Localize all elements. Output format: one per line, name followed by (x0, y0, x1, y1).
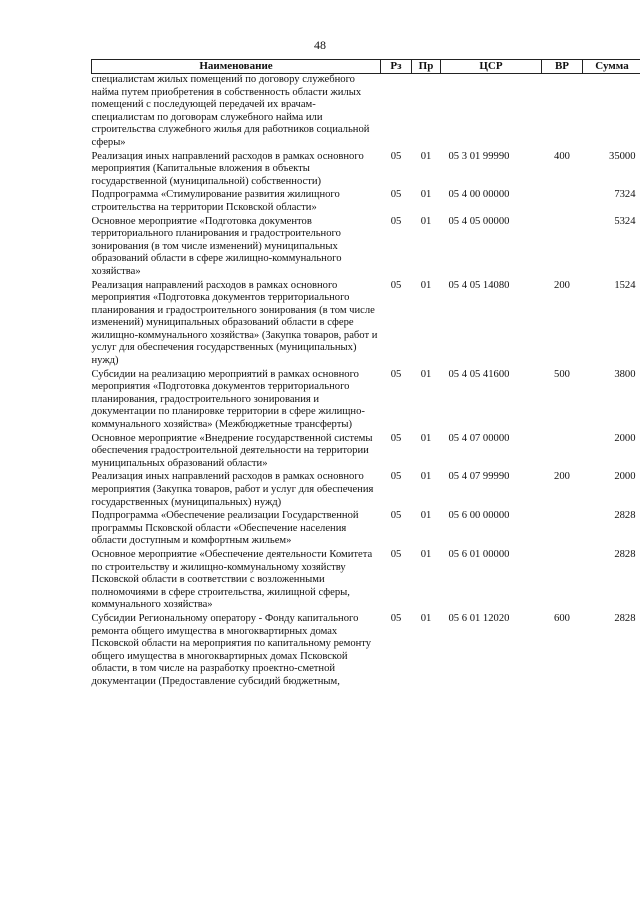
cell-vr: 400 (554, 150, 570, 162)
cell-name: Основное мероприятие «Обеспечение деятельности Комитета по строительству и жилищно-коммунальному хозяйству Псковской области в соответствии с возложенными полномочиями в сфере строительства, жилищной сферы, коммунального хозяйства» (91, 548, 373, 611)
cell-name: Реализация иных направлений расходов в рамках основного мероприятия (Капитальные вложения в объекты государственной (муниципальной) собственности) (91, 150, 364, 187)
cell-name: Субсидии на реализацию мероприятий в рамках основного мероприятия «Подготовка документов территориального планирования, градостроительного зонирования и документации по планировке территории в сфере жилищно-коммунального хозяйства» (Межбюджетные трансферты) (91, 368, 365, 431)
cell-rz: 05 (390, 150, 402, 162)
cell-csr: 05 4 05 00000 (448, 215, 510, 227)
cell-sum: 2000 (614, 471, 636, 483)
cell-sum: 2828 (614, 548, 636, 560)
cell-csr: 05 4 05 14080 (448, 279, 510, 291)
cell-rz: 05 (390, 548, 402, 560)
table-row (92, 471, 640, 510)
cell-vr (542, 216, 583, 280)
cell-pr: 01 (420, 432, 432, 444)
cell-pr: 01 (420, 368, 432, 380)
cell-vr (542, 189, 583, 215)
cell-name: специалистам жилых помещений по договору служебного найма путем приобретения в собственность области жилых помещений с последующей передачей их врачам-специалистам по договорам служебного найма или строительства служебного жилья для работников социальной сферы» (91, 74, 370, 148)
cell-sum: 7324 (614, 189, 636, 201)
cell-rz: 05 (390, 189, 402, 201)
cell-sum (583, 74, 640, 151)
cell-rz: 05 (390, 510, 402, 522)
cell-pr: 01 (420, 215, 432, 227)
cell-name: Основное мероприятие «Подготовка документов территориального планирования и градостроительного зонирования (в том числе изменений) муниципальных образований области в сфере жилищно-коммунального хозяйства» (91, 215, 342, 277)
cell-csr: 05 4 05 41600 (448, 368, 510, 380)
table-row (92, 510, 640, 549)
cell-vr: 200 (554, 471, 570, 483)
cell-rz: 05 (390, 612, 402, 624)
table-row (92, 189, 640, 215)
cell-vr: 200 (554, 279, 570, 291)
cell-pr: 01 (420, 150, 432, 162)
cell-rz: 05 (390, 215, 402, 227)
cell-name: Субсидии Региональному оператору - Фонду капитального ремонта общего имущества в многоквартирных домах Псковской области на мероприятия по капитальному ремонту общего имущества в многоквартирных домах Псковской области, в том числе на разработку проектно-сметной документации (Предоставление субсидий бюджетным, (91, 612, 372, 687)
cell-csr: 05 4 07 99990 (448, 471, 510, 483)
header-vr: ВР (542, 60, 583, 74)
cell-csr (441, 74, 542, 151)
cell-pr (412, 74, 441, 151)
cell-pr: 01 (420, 279, 432, 291)
table-row (92, 151, 640, 190)
cell-rz: 05 (390, 368, 402, 380)
cell-rz (381, 74, 412, 151)
page-number: 48 (314, 38, 326, 52)
cell-csr: 05 4 00 00000 (448, 189, 510, 201)
table-row (92, 613, 640, 690)
cell-vr (542, 549, 583, 613)
cell-name: Реализация иных направлений расходов в рамках основного мероприятия (Закупка товаров, работ и услуг для обеспечения государственных (муниципальных) нужд) (91, 471, 374, 508)
cell-sum: 35000 (609, 150, 636, 162)
table-row (92, 549, 640, 613)
cell-vr (542, 510, 583, 549)
cell-rz: 05 (390, 432, 402, 444)
header-rz: Рз (381, 60, 412, 74)
table-row (92, 216, 640, 280)
cell-vr: 500 (554, 368, 570, 380)
cell-csr: 05 6 01 12020 (448, 612, 510, 624)
cell-name: Подпрограмма «Стимулирование развития жилищного строительства на территории Псковской области» (91, 189, 340, 213)
cell-rz: 05 (390, 279, 402, 291)
table-header-row (92, 60, 640, 74)
table-row (92, 433, 640, 472)
cell-csr: 05 4 07 00000 (448, 432, 510, 444)
cell-sum: 2828 (614, 612, 636, 624)
cell-pr: 01 (420, 510, 432, 522)
header-pr: Пр (412, 60, 441, 74)
cell-csr: 05 3 01 99990 (448, 150, 510, 162)
cell-vr (542, 433, 583, 472)
header-csr: ЦСР (441, 60, 542, 74)
cell-sum: 1524 (614, 279, 636, 291)
table-row (92, 74, 640, 151)
cell-sum: 2828 (614, 510, 636, 522)
cell-name: Подпрограмма «Обеспечение реализации Государственной программы Псковской области «Обеспечение населения области доступным и комфортным жильем» (91, 510, 359, 547)
cell-pr: 01 (420, 189, 432, 201)
table-row (92, 280, 640, 369)
budget-table (91, 59, 640, 690)
cell-name: Основное мероприятие «Внедрение государственной системы обеспечения градостроительной деятельности на территории муниципальных образований области» (91, 432, 373, 469)
cell-sum: 5324 (614, 215, 636, 227)
cell-csr: 05 6 00 00000 (448, 510, 510, 522)
cell-vr: 600 (554, 612, 570, 624)
cell-name: Реализация направлений расходов в рамках основного мероприятия «Подготовка документов территориального планирования и градостроительного зонирования (в том числе изменений) муниципальных образований области в сфере жилищно-коммунального хозяйства» (Закупка товаров, работ и услуг для обеспечения государственных (муниципальных) нужд) (91, 279, 378, 367)
cell-sum: 3800 (614, 368, 636, 380)
cell-pr: 01 (420, 612, 432, 624)
cell-pr: 01 (420, 471, 432, 483)
header-name: Наименование (92, 60, 381, 74)
table-row (92, 369, 640, 433)
cell-sum: 2000 (614, 432, 636, 444)
header-sum: Сумма (583, 60, 640, 74)
cell-rz: 05 (390, 471, 402, 483)
cell-vr (542, 74, 583, 151)
cell-pr: 01 (420, 548, 432, 560)
cell-csr: 05 6 01 00000 (448, 548, 510, 560)
